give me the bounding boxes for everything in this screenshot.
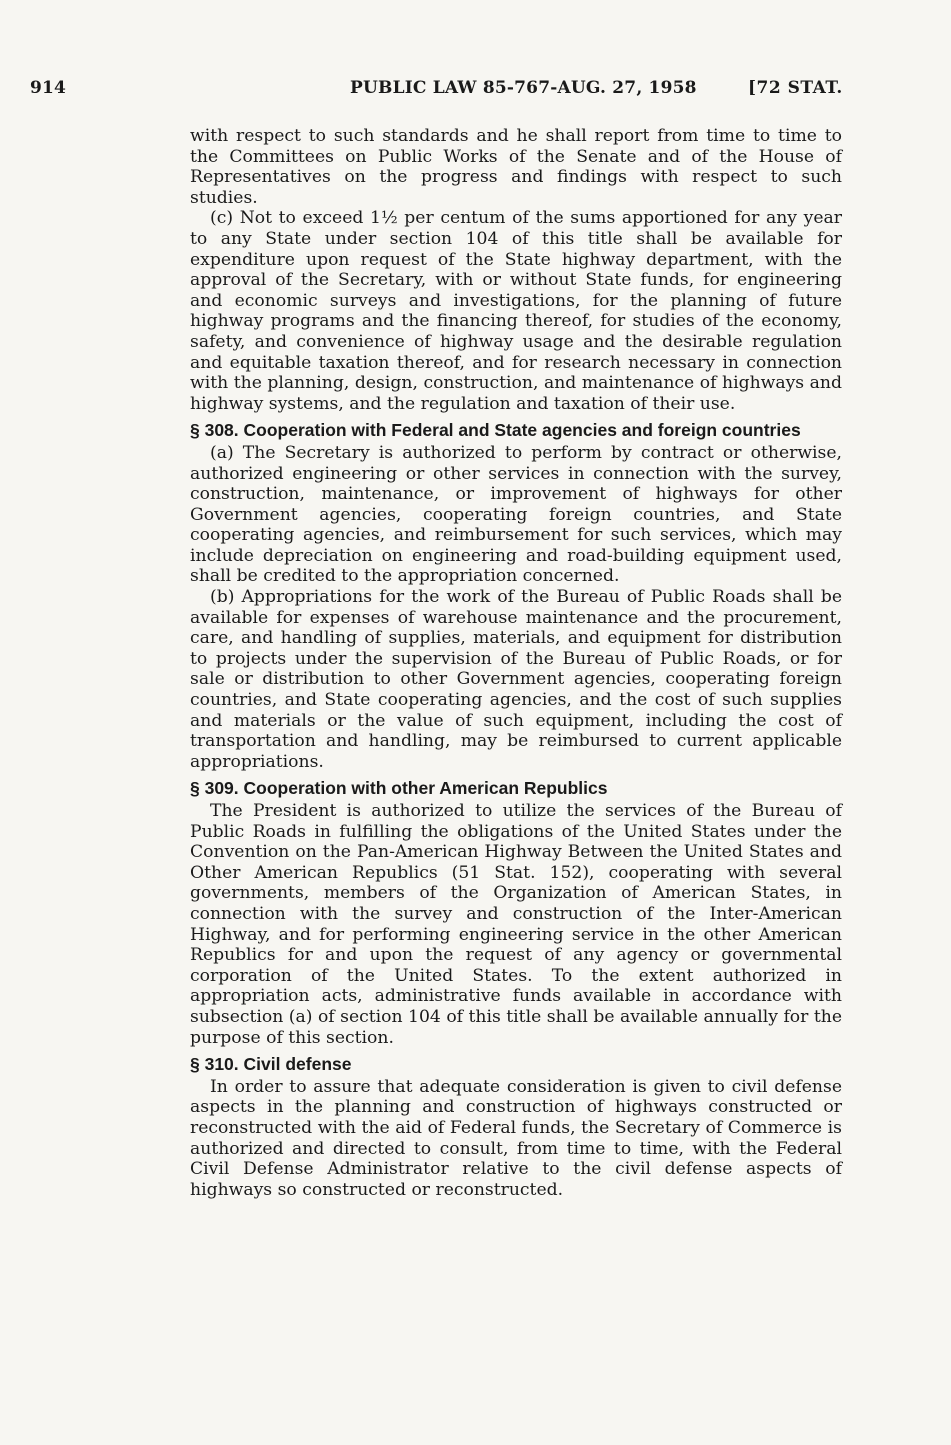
running-title: PUBLIC LAW 85-767-AUG. 27, 1958: [350, 78, 697, 98]
section-308-subsection-b: (b) Appropriations for the work of the Bureau of Public Roads shall be available for expenses of warehouse maintenance and the procurement, care, and handling of supplies, materials, and equipment for distribution to projects under the supervision of the Bureau of Public Roads, or for sale or distribution to other Government agencies, cooperating foreign countries, and State cooperating agencies, and the cost of such supplies and materials or the value of such equipment, including the cost of transportation and handling, may be reimbursed to current applicable appropriations.: [190, 587, 842, 772]
section-310-heading: § 310. Civil defense: [190, 1054, 352, 1075]
section-309-text: The President is authorized to utilize the services of the Bureau of Public Roads in fulfilling the obligations of the United States under the Convention on the Pan-American Highway Between the United States and Other American Republics (51 Stat. 152), cooperating with several governments, members of the Organization of American States, in connection with the survey and construction of the Inter-American Highway, and for performing engineering service in the other American Republics for and upon the request of any agency or governmental corporation of the United States. To the extent authorized in appropriation acts, administrative funds available in accordance with subsection (a) of section 104 of this title shall be available annually for the purpose of this section.: [190, 801, 842, 1048]
page-number: 914: [30, 78, 67, 98]
section-308-subsection-a: (a) The Secretary is authorized to perform by contract or otherwise, authorized engineering or other services in connection with the survey, construction, maintenance, or improvement of highways for other Government agencies, cooperating foreign countries, and State cooperating agencies, and reimbursement for such services, which may include depreciation on engineering and road-building equipment used, shall be credited to the appropriation concerned.: [190, 442, 842, 587]
continued-paragraph: with respect to such standards and he shall report from time to time to the Committees on Public Works of the Senate and of the House of Representatives on the progress and findings with respect to such studies.: [190, 126, 842, 208]
statute-reference: [72 STAT.: [748, 78, 843, 98]
subsection-c: (c) Not to exceed 1½ per centum of the sums apportioned for any year to any State under section 104 of this title shall be available for expenditure upon request of the State highway department, with the approval of the Secretary, with or without State funds, for engineering and economic surveys and investigations, for the planning of future highway programs and the financing thereof, for studies of the economy, safety, and convenience of highway usage and the desirable regulation and equitable taxation thereof, and for research necessary in connection with the planning, design, construction, and maintenance of highways and highway systems, and the regulation and taxation of their use.: [190, 208, 842, 414]
document-body: [190, 126, 842, 1200]
section-309-heading: § 309. Cooperation with other American Republics: [190, 778, 608, 799]
section-310-text: In order to assure that adequate consideration is given to civil defense aspects in the planning and construction of highways constructed or reconstructed with the aid of Federal funds, the Secretary of Commerce is authorized and directed to consult, from time to time, with the Federal Civil Defense Administrator relative to the civil defense aspects of highways so constructed or reconstructed.: [190, 1076, 842, 1200]
page-header: [30, 78, 850, 102]
section-308-heading: § 308. Cooperation with Federal and State agencies and foreign countries: [190, 420, 801, 441]
